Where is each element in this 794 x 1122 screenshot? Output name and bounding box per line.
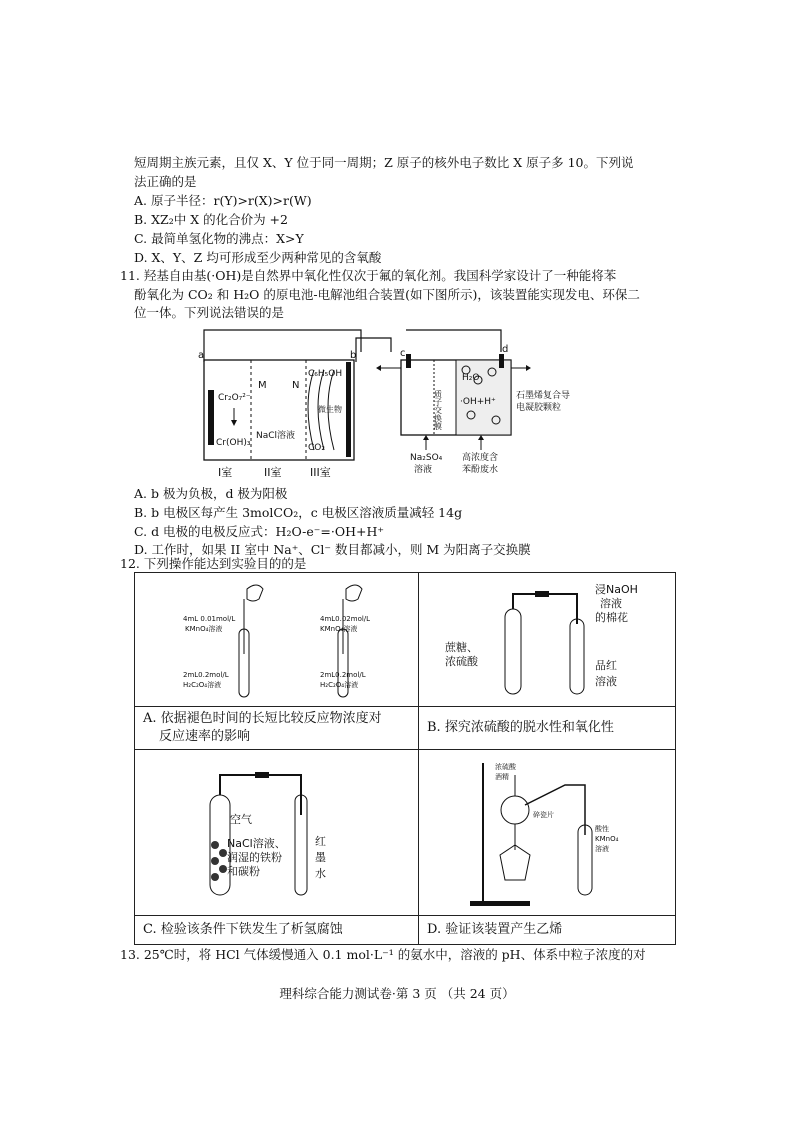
q11-line2: 酚氧化为 CO₂ 和 H₂O 的原电池-电解池组合装置(如下图所示)，该装置能实现发电、环保二 bbox=[134, 287, 640, 302]
q12-cell-a-caption-2: 反应速率的影响 bbox=[159, 729, 251, 744]
q11-line1: 11. 羟基自由基(·OH)是自然界中氧化性仅次于氟的氧化剂。我国科学家设计了一种能将苯 bbox=[120, 268, 617, 283]
cell-d-chips: 碎瓷片 bbox=[533, 811, 554, 819]
label-room3: III室 bbox=[310, 466, 331, 479]
label-waste-1: 高浓度含 bbox=[462, 453, 499, 463]
cell-a-left-bot-1: 2mL0.2mol/L bbox=[183, 671, 229, 679]
label-membrane: 质子交换膜 bbox=[433, 390, 443, 430]
q10-option-c: C. 最简单氢化物的沸点：X>Y bbox=[134, 231, 304, 246]
page-footer: 理科综合能力测试卷·第 3 页 （共 24 页） bbox=[279, 986, 515, 1001]
q12-cell-a-figure bbox=[175, 579, 395, 704]
cell-a-left-top-2: KMnO₄溶液 bbox=[185, 625, 223, 633]
cell-b-naoh-2: 溶液 bbox=[600, 597, 622, 610]
label-cr2o7: Cr₂O₇²⁻ bbox=[218, 393, 251, 403]
label-m: M bbox=[258, 380, 267, 391]
cell-b-pinhong-1: 品红 bbox=[595, 659, 617, 672]
cell-b-pinhong-2: 溶液 bbox=[595, 675, 617, 688]
label-microbe: 微生物 bbox=[318, 405, 342, 414]
cell-c-mix-3: 和碳粉 bbox=[227, 865, 260, 878]
cell-a-left-bot-2: H₂C₂O₄溶液 bbox=[183, 681, 222, 689]
q12-cell-c-figure bbox=[185, 755, 385, 910]
label-d: d bbox=[502, 344, 509, 355]
label-h2o: H₂O bbox=[462, 373, 480, 383]
cell-b-naoh-1: 浸NaOH bbox=[595, 583, 638, 596]
q12-title: 12. 下列操作能达到实验目的的是 bbox=[120, 556, 307, 571]
cell-d-kmno-3: 溶液 bbox=[595, 845, 609, 853]
label-graphene-2: 电凝胶颗粒 bbox=[516, 403, 562, 413]
cell-b-sucrose-1: 蔗糖、 bbox=[445, 641, 478, 654]
cell-b-naoh-3: 的棉花 bbox=[595, 611, 628, 624]
label-oh-h: ·OH+H⁺ bbox=[460, 397, 496, 407]
label-croh3: Cr(OH)₃ bbox=[216, 438, 251, 448]
cell-a-right-bot-2: H₂C₂O₄溶液 bbox=[320, 681, 359, 689]
label-waste-2: 苯酚废水 bbox=[462, 465, 499, 475]
q11-option-a: A. b 极为负极，d 极为阳极 bbox=[134, 486, 288, 501]
q13-line1: 13. 25℃时，将 HCl 气体缓慢通入 0.1 mol·L⁻¹ 的氨水中，溶液的 pH、体系中粒子浓度的对 bbox=[120, 947, 646, 962]
label-b: b bbox=[350, 350, 357, 361]
q11-option-c: C. d 电极的电极反应式：H₂O-e⁻=·OH+H⁺ bbox=[134, 524, 384, 539]
cell-c-red-3: 水 bbox=[315, 867, 326, 880]
q12-cell-a-caption-1: A. 依据褪色时间的长短比较反应物浓度对 bbox=[143, 711, 382, 726]
q10-option-a: A. 原子半径：r(Y)>r(X)>r(W) bbox=[134, 193, 312, 208]
q12-cell-d-figure bbox=[435, 755, 665, 910]
q12-cell-b-caption: B. 探究浓硫酸的脱水性和氧化性 bbox=[427, 720, 614, 735]
label-room1: I室 bbox=[218, 466, 233, 479]
label-na2so4-1: Na₂SO₄ bbox=[410, 453, 443, 463]
cell-a-left-top-1: 4mL 0.01mol/L bbox=[183, 615, 236, 623]
cell-c-red-1: 红 bbox=[315, 835, 326, 848]
cell-a-right-top-2: KMnO₄溶液 bbox=[320, 625, 358, 633]
cell-c-air: 空气 bbox=[230, 813, 252, 826]
cell-d-kmno-1: 酸性 bbox=[595, 825, 609, 833]
cell-d-acid-1: 浓硫酸 bbox=[495, 763, 516, 771]
cell-a-right-bot-1: 2mL0.2mol/L bbox=[320, 671, 366, 679]
q11-option-b: B. b 电极区每产生 3molCO₂，c 电极区溶液质量减轻 14g bbox=[134, 505, 463, 520]
cell-c-red-2: 墨 bbox=[315, 851, 326, 864]
q10-option-b: B. XZ₂中 X 的化合价为 +2 bbox=[134, 212, 288, 227]
label-room2: II室 bbox=[264, 466, 282, 479]
label-a: a bbox=[198, 350, 205, 361]
label-graphene-1: 石墨烯复合导 bbox=[516, 391, 571, 401]
label-nacl: NaCl溶液 bbox=[256, 431, 296, 441]
q12-cell-b-figure bbox=[435, 579, 665, 704]
label-c6h5oh: C₆H₅OH bbox=[308, 369, 343, 379]
label-c: c bbox=[400, 348, 406, 359]
q10-line2: 法正确的是 bbox=[134, 174, 197, 189]
label-co2: CO₂ bbox=[308, 443, 325, 453]
cell-d-acid-2: 酒精 bbox=[495, 773, 509, 781]
q10-line1: 短周期主族元素，且仅 X、Y 位于同一周期；Z 原子的核外电子数比 X 原子多 10。下列说 bbox=[134, 155, 634, 170]
cell-c-mix-1: NaCl溶液、 bbox=[227, 837, 286, 850]
cell-c-mix-2: 润湿的铁粉 bbox=[227, 851, 282, 864]
q12-cell-c-caption: C. 检验该条件下铁发生了析氢腐蚀 bbox=[143, 922, 343, 937]
q12-table bbox=[134, 572, 676, 945]
label-n: N bbox=[292, 380, 300, 391]
q11-option-d: D. 工作时，如果 II 室中 Na⁺、Cl⁻ 数目都减小，则 M 为阳离子交换膜 bbox=[134, 542, 531, 557]
label-na2so4-2: 溶液 bbox=[414, 465, 433, 475]
q11-diagram bbox=[196, 320, 606, 480]
cell-b-sucrose-2: 浓硫酸 bbox=[445, 655, 478, 668]
q10-option-d: D. X、Y、Z 均可形成至少两种常见的含氧酸 bbox=[134, 250, 382, 265]
cell-a-right-top-1: 4mL0.02mol/L bbox=[320, 615, 371, 623]
cell-d-kmno-2: KMnO₄ bbox=[595, 835, 619, 843]
q12-cell-d-caption: D. 验证该装置产生乙烯 bbox=[427, 922, 563, 937]
q11-line3: 位一体。下列说法错误的是 bbox=[134, 305, 285, 320]
